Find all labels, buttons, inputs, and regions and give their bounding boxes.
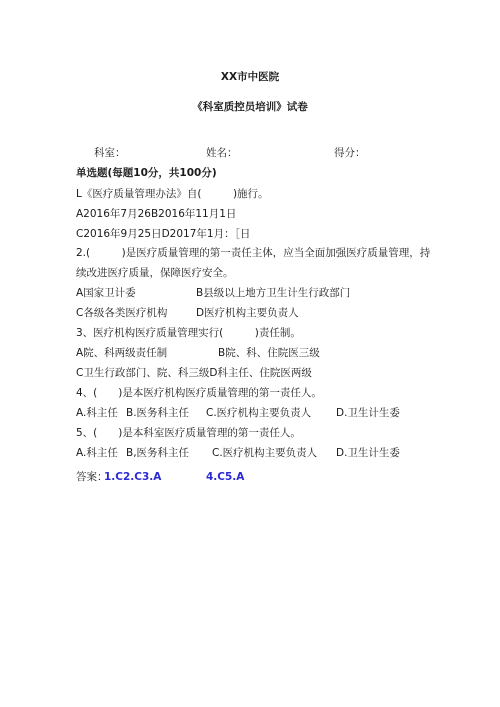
option-b: B县级以上地方卫生计生行政部门 bbox=[196, 287, 351, 299]
score-label: 得分： bbox=[334, 147, 366, 159]
option-line: C卫生行政部门、院、科三级D科主任、住院医两级 bbox=[76, 367, 312, 379]
option-d: D医疗机构主要负责人 bbox=[196, 307, 299, 319]
option-a: A国家卫计委 bbox=[76, 287, 136, 299]
question-text-continued: 续改进医疗质量，保障医疗安全。 bbox=[76, 267, 234, 279]
department-label: 科室： bbox=[94, 147, 126, 159]
option-line: A2016年7月26B2016年11月1日 bbox=[76, 208, 237, 220]
answer-label: 答案： bbox=[76, 471, 108, 483]
name-label: 姓名： bbox=[206, 147, 238, 159]
hospital-title: XX市中医院 bbox=[220, 71, 280, 83]
section-title: 单选题(每题10分，共100分) bbox=[76, 167, 217, 179]
question-text: 4、( )是本医疗机构医疗质量管理的第一责任人。 bbox=[76, 387, 322, 399]
exam-title: 《科室质控员培训》试卷 bbox=[192, 101, 308, 113]
option-c: C各级各类医疗机构 bbox=[76, 307, 168, 319]
option-b: B院、科、住院医三级 bbox=[218, 347, 320, 359]
option-line: C2016年9月25日D2017年1月：［日 bbox=[76, 228, 251, 240]
answer-part-1: 1.C2.C3.A bbox=[104, 471, 162, 483]
option-b: B,医务科主任 bbox=[126, 447, 190, 459]
option-c: C.医疗机构主要负责人 bbox=[206, 407, 312, 419]
question-text: 5、( )是本科室医疗质量管理的第一责任人。 bbox=[76, 427, 301, 439]
question-text: 2.( )是医疗质量管理的第一责任主体，应当全面加强医疗质量管理，持 bbox=[76, 247, 431, 259]
option-d: D.卫生计生委 bbox=[336, 407, 400, 419]
option-a: A.科主任 bbox=[76, 407, 118, 419]
question-text: L《医疗质量管理办法》自( )施行。 bbox=[76, 188, 269, 200]
option-d: D.卫生计生委 bbox=[336, 447, 400, 459]
answer-part-2: 4.C5.A bbox=[206, 471, 245, 483]
option-b: B.医务科主任 bbox=[126, 407, 190, 419]
option-c: C.医疗机构主要负责人 bbox=[212, 447, 318, 459]
question-text: 3、医疗机构医疗质量管理实行( )责任制。 bbox=[76, 327, 301, 339]
option-a: A院、科两级责任制 bbox=[76, 347, 168, 359]
option-a: A.科主任 bbox=[76, 447, 118, 459]
